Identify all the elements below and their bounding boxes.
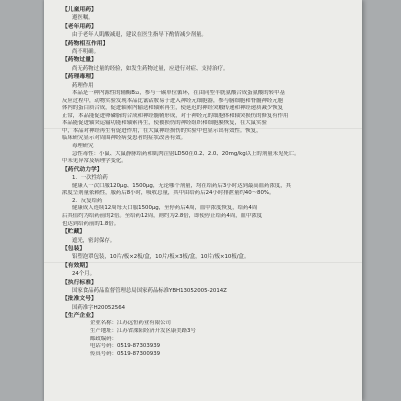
- pharmacology-subheader: 药理作用: [72, 82, 94, 89]
- pharmacokinetics-line: 也达到给药前的1.8倍。: [62, 220, 120, 227]
- pharmacology-line: 本品是一种内源性的辅酶B₁₂，参与一碳单位循环，在由同型半胱氨酸合成蛋氨酸的转甲基: [72, 89, 285, 96]
- manufacturer-header: 【生产企业】: [62, 313, 97, 320]
- validity-text: 24个月。: [72, 271, 96, 278]
- storage-header: 【贮藏】: [62, 229, 86, 236]
- pharmacokinetics-header: 【药代动力学】: [62, 166, 103, 173]
- validity-header: 【有效期】: [62, 262, 91, 269]
- leaflet-sheet: [44, 0, 362, 401]
- pharmacokinetics-line: 浓度呈剂量依赖性，服药后8小时，吸收总量，其中由给药后24小时排泄量约40～80%。: [62, 190, 275, 197]
- pharmacology-line: 体内的蛋白质合成，促进轴索内输送和轴索再生，使延迟的神经突触传递和神经递质减少恢复: [62, 105, 284, 112]
- elderly-text: 由于老年人肌酸减退，建议在医生指导下酌情减少剂量。: [72, 32, 207, 39]
- pharmacokinetics-line: 健康人一次口服120μg、1500μg，无论哪个剂量，均在给药后3小时达到最高血药浓度，其: [72, 182, 292, 189]
- pharmacology-line: 临床研究显示对周围神经病变患者的症状改善有效。: [62, 135, 186, 142]
- manufacturer-address: 生产地址：江苏省溧阳经济开发区康美路3号: [90, 328, 196, 335]
- toxicology-line: 中未见异常及病理学变化。: [62, 158, 127, 165]
- pharmacology-line: 正常，本品能促进卵磷脂的合成和神经髓鞘形成，对于神经元的细胞体和轴突损伤的修复有作用: [62, 112, 289, 119]
- package-header: 【包装】: [62, 245, 86, 252]
- toxicology-subheader: 毒理研究: [72, 143, 94, 150]
- children-header: 【儿童用药】: [62, 7, 97, 13]
- leaflet-content: [62, 6, 348, 358]
- package-text: 铝塑泡罩包装，10片/板×2板/盒，10片/板×3板/盒，10片/板×10板/盒。: [72, 254, 250, 261]
- interaction-header: 【药物相互作用】: [62, 40, 109, 47]
- pharmacokinetics-line: 后其值约为给药前的2倍。至给药12周，则约为2.8倍，即使停止给药4周，血中浓度: [62, 213, 263, 219]
- pharmacology-header: 【药理毒理】: [62, 74, 97, 81]
- approval-text: 国药准字H20052564: [72, 304, 126, 311]
- pharmacokinetics-line: 健康成人连续12周每天口服1500μg，至停药后4周，血中浓度恢复，给药4周: [72, 205, 258, 212]
- storage-text: 遮光，密封保存。: [72, 237, 116, 244]
- pharmacology-line: 中，本品对神经再生有促进作用，在大鼠神经损伤的实验中也显示出有效性。恢复，: [62, 127, 262, 134]
- pharmacology-line: 反应过程中，动物实验发现本品比氰钴胺易于进入神经元细胞器，参与脑细胞和脊髓神经元胞: [62, 97, 284, 104]
- overdose-text: 尚无药物过量的经验，如发生药物过量，应进行对症、支持治疗。: [72, 65, 229, 72]
- pharmacokinetics-line: 2．反复给药: [72, 197, 103, 204]
- overdose-header: 【药物过量】: [62, 57, 97, 64]
- manufacturer-phone: 电话号码：0519-87303939: [90, 343, 161, 350]
- toxicology-line: 急性毒性：小鼠、大鼠静脉给药和肌肉注射LD50在0.2、2.0、20mg/kg以上的剂量未见死亡。: [72, 150, 300, 157]
- pharmacology-line: 本品能促进轴突运输功能和轴索再生，使被损伤的神经组织和细胞膜恢复，在大鼠实验: [62, 120, 267, 127]
- pharmacokinetics-subheader: 1．一次性给药: [72, 175, 108, 182]
- approval-header: 【批准文号】: [62, 296, 97, 303]
- elderly-header: 【老年用药】: [62, 23, 97, 30]
- children-text: 遵医嘱。: [72, 15, 94, 22]
- manufacturer-fax: 传真号码：0519-87300939: [90, 350, 161, 357]
- manufacturer-name: 企业名称：江苏远恒药业有限公司: [90, 320, 171, 327]
- standard-header: 【执行标准】: [62, 279, 97, 286]
- standard-text: 国家食品药品监督管理总局国家药品标准YBH13052005-2014Z: [72, 287, 227, 294]
- interaction-text: 尚不明确。: [72, 48, 99, 55]
- manufacturer-postcode: 邮政编码：: [90, 335, 117, 342]
